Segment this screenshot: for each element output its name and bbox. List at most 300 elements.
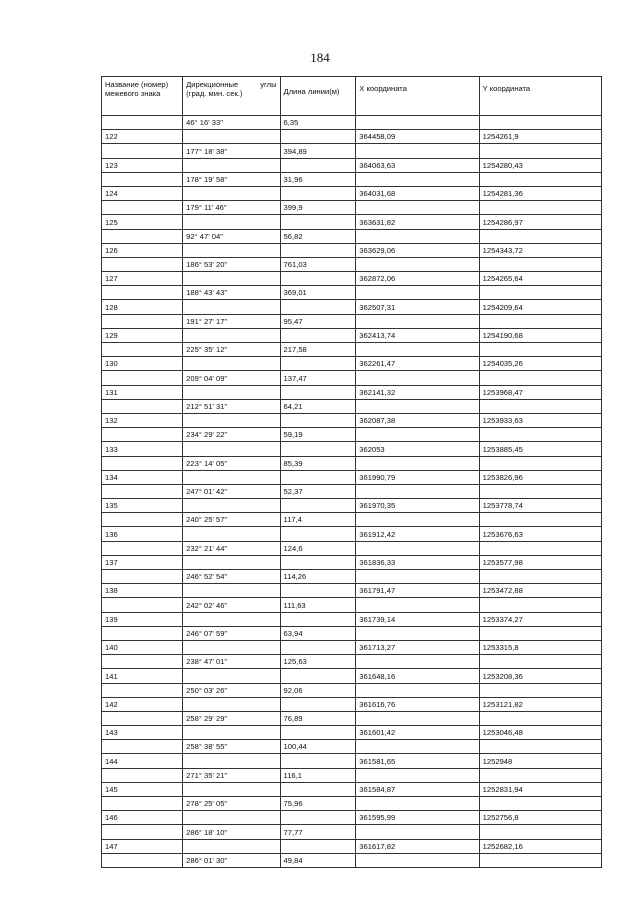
table-row [102,399,602,413]
y-coordinate-cell [479,797,601,811]
direction-angle-cell [183,754,280,768]
y-coordinate-cell: 1253676,63 [479,527,601,541]
marker-name-cell [102,343,183,357]
direction-angle-cell [183,499,280,513]
line-length-cell: 52,37 [280,484,356,498]
direction-angle-cell [183,669,280,683]
table-row [102,499,602,513]
direction-angle-cell [183,442,280,456]
header-marker-name-line1: Название (номер) [105,80,169,89]
marker-name-cell [102,825,183,839]
y-coordinate-cell [479,201,601,215]
table-row [102,328,602,342]
y-coordinate-cell [479,371,601,385]
x-coordinate-cell: 361581,65 [356,754,479,768]
table-row [102,229,602,243]
direction-angle-cell: 238° 47' 01" [183,655,280,669]
y-coordinate-cell: 1253374,27 [479,612,601,626]
x-coordinate-cell [356,626,479,640]
y-coordinate-cell [479,825,601,839]
marker-name-cell: 144 [102,754,183,768]
x-coordinate-cell: 362053 [356,442,479,456]
table-row [102,782,602,796]
y-coordinate-cell: 1253472,88 [479,584,601,598]
header-marker-name-line2: межевого знака [105,89,161,98]
line-length-cell [280,527,356,541]
line-length-cell: 137,47 [280,371,356,385]
marker-name-cell [102,513,183,527]
y-coordinate-cell [479,314,601,328]
line-length-cell [280,328,356,342]
y-coordinate-cell [479,570,601,584]
marker-name-cell [102,853,183,867]
x-coordinate-cell: 363629,06 [356,243,479,257]
direction-angle-cell: 258° 38' 55" [183,740,280,754]
line-length-cell: 75,96 [280,797,356,811]
marker-name-cell [102,144,183,158]
marker-name-cell [102,371,183,385]
y-coordinate-cell [479,655,601,669]
line-length-cell [280,754,356,768]
marker-name-cell [102,456,183,470]
line-length-cell [280,158,356,172]
table-row [102,343,602,357]
marker-name-cell [102,797,183,811]
line-length-cell [280,442,356,456]
direction-angle-cell [183,640,280,654]
x-coordinate-cell [356,314,479,328]
y-coordinate-cell: 1253885,45 [479,442,601,456]
direction-angle-cell: 258° 29' 29" [183,711,280,725]
marker-name-cell [102,257,183,271]
marker-name-cell [102,172,183,186]
x-coordinate-cell: 362087,38 [356,413,479,427]
table-row [102,314,602,328]
y-coordinate-cell [479,740,601,754]
line-length-cell: 76,89 [280,711,356,725]
table-row [102,428,602,442]
direction-angle-cell [183,584,280,598]
header-marker-name [102,77,183,116]
table-row [102,527,602,541]
header-y-coordinate: Y координата [479,77,601,116]
y-coordinate-cell: 1254190,68 [479,328,601,342]
table-row [102,541,602,555]
direction-angle-cell: 46° 16' 33" [183,116,280,130]
table-row [102,697,602,711]
table-row [102,655,602,669]
x-coordinate-cell [356,201,479,215]
line-length-cell [280,782,356,796]
x-coordinate-cell [356,797,479,811]
y-coordinate-cell: 1254209,64 [479,300,601,314]
table-row [102,371,602,385]
x-coordinate-cell [356,428,479,442]
direction-angle-cell [183,470,280,484]
table-row [102,570,602,584]
direction-angle-cell: 278° 25' 05" [183,797,280,811]
x-coordinate-cell [356,598,479,612]
header-direction-word1: Дирекционные [186,80,239,89]
marker-name-cell: 135 [102,499,183,513]
line-length-cell: 100,44 [280,740,356,754]
marker-name-cell: 128 [102,300,183,314]
y-coordinate-cell: 1253933,63 [479,413,601,427]
marker-name-cell [102,314,183,328]
marker-name-cell [102,116,183,130]
y-coordinate-cell [479,683,601,697]
direction-angle-cell [183,527,280,541]
marker-name-cell: 147 [102,839,183,853]
table-row [102,272,602,286]
line-length-cell: 217,58 [280,343,356,357]
table-row [102,158,602,172]
y-coordinate-cell: 1252756,8 [479,811,601,825]
line-length-cell: 761,03 [280,257,356,271]
header-line-length: Длина линии(м) [280,77,356,116]
direction-angle-cell: 246° 52' 54" [183,570,280,584]
marker-name-cell [102,229,183,243]
x-coordinate-cell: 361584,87 [356,782,479,796]
table-row [102,555,602,569]
direction-angle-cell [183,726,280,740]
header-direction-word2: углы [260,80,277,89]
marker-name-cell: 142 [102,697,183,711]
direction-angle-cell [183,243,280,257]
line-length-cell [280,669,356,683]
table-row [102,683,602,697]
direction-angle-cell [183,158,280,172]
x-coordinate-cell: 361595,99 [356,811,479,825]
direction-angle-cell: 225° 35' 12" [183,343,280,357]
line-length-cell [280,243,356,257]
x-coordinate-cell: 361912,42 [356,527,479,541]
table-row [102,385,602,399]
marker-name-cell [102,428,183,442]
y-coordinate-cell [479,343,601,357]
line-length-cell: 394,89 [280,144,356,158]
table-row [102,726,602,740]
y-coordinate-cell [479,484,601,498]
y-coordinate-cell: 1253778,74 [479,499,601,513]
direction-angle-cell [183,272,280,286]
direction-angle-cell [183,811,280,825]
y-coordinate-cell [479,172,601,186]
line-length-cell: 77,77 [280,825,356,839]
direction-angle-cell [183,385,280,399]
marker-name-cell: 132 [102,413,183,427]
direction-angle-cell [183,328,280,342]
table-row [102,215,602,229]
direction-angle-cell: 234° 29' 22" [183,428,280,442]
y-coordinate-cell: 1254280,43 [479,158,601,172]
x-coordinate-cell [356,570,479,584]
x-coordinate-cell [356,853,479,867]
y-coordinate-cell: 1253968,47 [479,385,601,399]
y-coordinate-cell [479,399,601,413]
line-length-cell [280,130,356,144]
table-row [102,413,602,427]
y-coordinate-cell [479,768,601,782]
marker-name-cell: 138 [102,584,183,598]
y-coordinate-cell: 1253577,98 [479,555,601,569]
table-row [102,144,602,158]
y-coordinate-cell: 1254261,9 [479,130,601,144]
line-length-cell [280,357,356,371]
line-length-cell [280,612,356,626]
marker-name-cell: 141 [102,669,183,683]
table-row [102,797,602,811]
marker-name-cell [102,399,183,413]
line-length-cell [280,215,356,229]
table-row [102,839,602,853]
line-length-cell: 399,9 [280,201,356,215]
marker-name-cell: 122 [102,130,183,144]
x-coordinate-cell [356,456,479,470]
direction-angle-cell [183,130,280,144]
marker-name-cell: 145 [102,782,183,796]
line-length-cell: 114,26 [280,570,356,584]
x-coordinate-cell: 362413,74 [356,328,479,342]
x-coordinate-cell [356,286,479,300]
marker-name-cell [102,711,183,725]
line-length-cell: 56,82 [280,229,356,243]
direction-angle-cell: 209° 04' 09" [183,371,280,385]
line-length-cell [280,839,356,853]
x-coordinate-cell: 361739,14 [356,612,479,626]
x-coordinate-cell [356,257,479,271]
line-length-cell [280,470,356,484]
direction-angle-cell [183,300,280,314]
y-coordinate-cell: 1253121,82 [479,697,601,711]
line-length-cell [280,300,356,314]
direction-angle-cell [183,186,280,200]
table-row [102,640,602,654]
direction-angle-cell [183,612,280,626]
line-length-cell [280,555,356,569]
x-coordinate-cell: 361970,35 [356,499,479,513]
x-coordinate-cell: 364031,68 [356,186,479,200]
table-row [102,853,602,867]
marker-name-cell: 126 [102,243,183,257]
marker-name-cell [102,598,183,612]
x-coordinate-cell [356,683,479,697]
x-coordinate-cell [356,541,479,555]
line-length-cell [280,811,356,825]
x-coordinate-cell [356,655,479,669]
line-length-cell [280,697,356,711]
y-coordinate-cell: 1252682,16 [479,839,601,853]
table-row [102,711,602,725]
table-row [102,612,602,626]
marker-name-cell: 136 [102,527,183,541]
x-coordinate-cell: 361648,16 [356,669,479,683]
x-coordinate-cell: 361617,82 [356,839,479,853]
y-coordinate-cell [479,513,601,527]
table-row [102,186,602,200]
table-row [102,754,602,768]
y-coordinate-cell [479,286,601,300]
marker-name-cell: 140 [102,640,183,654]
x-coordinate-cell [356,399,479,413]
table-row [102,669,602,683]
direction-angle-cell [183,413,280,427]
line-length-cell: 116,1 [280,768,356,782]
marker-name-cell: 124 [102,186,183,200]
x-coordinate-cell [356,116,479,130]
y-coordinate-cell [479,428,601,442]
y-coordinate-cell: 1254035,26 [479,357,601,371]
line-length-cell [280,640,356,654]
line-length-cell [280,413,356,427]
x-coordinate-cell [356,825,479,839]
y-coordinate-cell: 1253826,96 [479,470,601,484]
line-length-cell [280,584,356,598]
direction-angle-cell: 177° 18' 38" [183,144,280,158]
marker-name-cell [102,768,183,782]
marker-name-cell [102,286,183,300]
table-row [102,243,602,257]
line-length-cell [280,726,356,740]
marker-name-cell: 131 [102,385,183,399]
direction-angle-cell: 92° 47' 04" [183,229,280,243]
marker-name-cell [102,626,183,640]
marker-name-cell: 123 [102,158,183,172]
table-row [102,442,602,456]
direction-angle-cell [183,555,280,569]
line-length-cell: 92,06 [280,683,356,697]
line-length-cell [280,385,356,399]
marker-name-cell [102,740,183,754]
x-coordinate-cell [356,513,479,527]
direction-angle-cell: 191° 27' 17" [183,314,280,328]
marker-name-cell [102,570,183,584]
table-row [102,584,602,598]
x-coordinate-cell: 362872,06 [356,272,479,286]
marker-name-cell [102,683,183,697]
direction-angle-cell [183,357,280,371]
direction-angle-cell: 250° 03' 26" [183,683,280,697]
table-body [102,116,602,868]
direction-angle-cell: 188° 43' 43" [183,286,280,300]
direction-angle-cell [183,697,280,711]
table-row [102,201,602,215]
y-coordinate-cell: 1254343,72 [479,243,601,257]
y-coordinate-cell [479,456,601,470]
x-coordinate-cell [356,343,479,357]
marker-name-cell [102,201,183,215]
table-row [102,811,602,825]
line-length-cell: 49,84 [280,853,356,867]
x-coordinate-cell [356,172,479,186]
table-row [102,626,602,640]
x-coordinate-cell: 361990,79 [356,470,479,484]
marker-name-cell: 129 [102,328,183,342]
x-coordinate-cell: 362507,31 [356,300,479,314]
x-coordinate-cell: 361601,42 [356,726,479,740]
direction-angle-cell [183,839,280,853]
table-row [102,286,602,300]
x-coordinate-cell [356,371,479,385]
y-coordinate-cell [479,229,601,243]
line-length-cell: 6,35 [280,116,356,130]
y-coordinate-cell: 1253208,36 [479,669,601,683]
y-coordinate-cell [479,257,601,271]
line-length-cell: 369,01 [280,286,356,300]
line-length-cell: 59,19 [280,428,356,442]
table-row [102,300,602,314]
x-coordinate-cell: 363631,82 [356,215,479,229]
marker-name-cell: 130 [102,357,183,371]
x-coordinate-cell: 364063,63 [356,158,479,172]
direction-angle-cell [183,215,280,229]
line-length-cell [280,272,356,286]
table-row [102,825,602,839]
table-row [102,484,602,498]
x-coordinate-cell: 361836,33 [356,555,479,569]
header-direction-angle [183,77,280,116]
direction-angle-cell: 271° 35' 21" [183,768,280,782]
y-coordinate-cell [479,144,601,158]
x-coordinate-cell: 362261,47 [356,357,479,371]
direction-angle-cell: 246° 07' 59" [183,626,280,640]
boundary-coordinates-table [101,76,602,868]
marker-name-cell [102,655,183,669]
marker-name-cell: 137 [102,555,183,569]
y-coordinate-cell: 1252948 [479,754,601,768]
line-length-cell: 124,6 [280,541,356,555]
x-coordinate-cell: 361791,47 [356,584,479,598]
direction-angle-cell: 223° 14' 05" [183,456,280,470]
line-length-cell: 31,96 [280,172,356,186]
x-coordinate-cell [356,711,479,725]
x-coordinate-cell [356,768,479,782]
table-row [102,470,602,484]
y-coordinate-cell: 1254281,36 [479,186,601,200]
x-coordinate-cell: 361713,27 [356,640,479,654]
x-coordinate-cell: 364458,09 [356,130,479,144]
direction-angle-cell: 286° 18' 10" [183,825,280,839]
line-length-cell: 95,47 [280,314,356,328]
direction-angle-cell: 247° 01' 42" [183,484,280,498]
table-row [102,740,602,754]
marker-name-cell: 134 [102,470,183,484]
y-coordinate-cell [479,626,601,640]
page-number: 184 [310,50,330,65]
direction-angle-cell: 286° 01' 30" [183,853,280,867]
x-coordinate-cell: 361616,76 [356,697,479,711]
x-coordinate-cell: 362141,32 [356,385,479,399]
table-row [102,598,602,612]
line-length-cell: 125,63 [280,655,356,669]
line-length-cell: 117,4 [280,513,356,527]
header-x-coordinate: X координата [356,77,479,116]
marker-name-cell: 125 [102,215,183,229]
line-length-cell: 64,21 [280,399,356,413]
x-coordinate-cell [356,144,479,158]
table-row [102,130,602,144]
marker-name-cell: 143 [102,726,183,740]
y-coordinate-cell: 1254286,97 [479,215,601,229]
y-coordinate-cell: 1253046,48 [479,726,601,740]
y-coordinate-cell [479,541,601,555]
direction-angle-cell: 186° 53' 20" [183,257,280,271]
table-row [102,513,602,527]
table-header-row [102,77,602,116]
header-direction-units: (град. мин. сек.) [186,89,243,98]
marker-name-cell: 146 [102,811,183,825]
y-coordinate-cell [479,116,601,130]
